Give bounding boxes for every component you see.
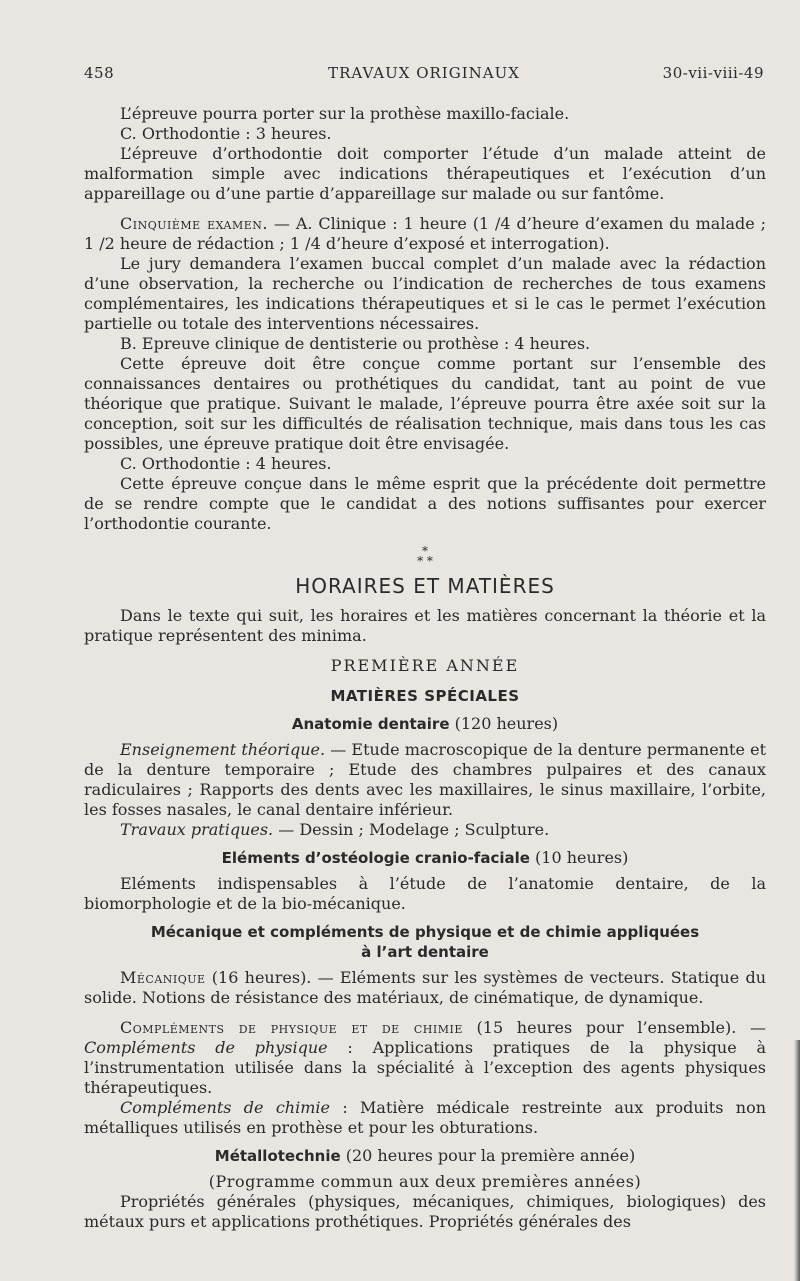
asterism-top: * <box>422 544 428 558</box>
asterism-bottom: * * <box>417 554 433 568</box>
paragraph-text: — A. Clinique : 1 heure (1 /4 d’heure d’examen du malade ; 1 /2 heure de rédaction ; 1 /4 d’heure d’exposé et interrogation). <box>84 214 766 253</box>
paragraph: C. Orthodontie : 4 heures. <box>120 454 332 473</box>
asterism-divider <box>84 546 766 566</box>
paragraph: L’épreuve d’orthodontie doit comporter l’étude d’un malade atteint de malformation simple avec indications thérapeutiques et l’exécution d’un appareillage ou d’une partie d’appareillage sur malade ou sur fantôme. <box>84 144 766 203</box>
subject-heading-osteologie <box>84 848 766 868</box>
subject-hours: (120 heures) <box>449 714 559 733</box>
page-body <box>84 104 766 1232</box>
paragraph: Cette épreuve doit être conçue comme portant sur l’ensemble des connaissances dentaires ou prothétiques du candidat, tant au point de vue théorique que pratique. Suivant le malade, l’épreuve pourra être axée soit sur la conception, soit sur les difficultés de réalisation technique, mais dans tous les cas possibles, une épreuve pratique doit être envisagée. <box>84 354 766 453</box>
paragraph <box>84 820 766 840</box>
subject-heading-mecanique <box>84 922 766 962</box>
italic-label: Compléments de physique <box>84 1038 328 1057</box>
paragraph: Cette épreuve conçue dans le même esprit que la précédente doit permettre de se rendre compte que le candidat a des notions suffisantes pour exercer l’orthodontie courante. <box>84 474 766 533</box>
paragraph-cinquieme-examen <box>84 214 766 254</box>
paragraph-text: — Etude macroscopique de la denture permanente et de la denture temporaire ; Etude des chambres pulpaires et des canaux radiculaires ; Rapports des dents avec les maxillaires, le sinus maxillaire, l’orbite, les fosses nasales, le canal dentaire inférieur. <box>84 740 766 819</box>
subject-heading-metallotechnie <box>84 1146 766 1166</box>
section-label: Cinquième examen. <box>120 214 268 233</box>
subject-subtitle: (Programme commun aux deux premières années) <box>208 1172 642 1191</box>
paragraph-text: : Applications pratiques de la physique à l’instrumentation utilisée dans la spécialité à l’exception des agents physiques thérapeutiques. <box>84 1038 766 1097</box>
subject-hours: (10 heures) <box>529 848 629 867</box>
italic-label: Compléments de chimie <box>120 1098 330 1117</box>
paragraph <box>84 740 766 820</box>
italic-label: Travaux pratiques. <box>120 820 274 839</box>
page-edge-shadow <box>794 1040 800 1281</box>
subject-heading-anatomie <box>84 714 766 734</box>
paragraph-text: (15 heures pour l’ensemble). — <box>462 1018 766 1037</box>
section-label: Compléments de physique et de chimie <box>120 1018 463 1037</box>
paragraph-text: : Matière médicale restreinte aux produits non métalliques utilisés en prothèse et pour les obturations. <box>84 1098 766 1137</box>
paragraph: C. Orthodontie : 3 heures. <box>120 124 332 143</box>
paragraph <box>84 1098 766 1138</box>
subject-title: Métallotechnie <box>214 1147 341 1165</box>
subject-title: Anatomie dentaire <box>291 715 450 733</box>
paragraph: L’épreuve pourra porter sur la prothèse maxillo-faciale. <box>120 104 570 123</box>
section-heading: HORAIRES ET MATIÈRES <box>295 574 555 598</box>
paragraph <box>84 1018 766 1098</box>
paragraph: Propriétés générales (physiques, mécaniques, chimiques, biologiques) des métaux purs et applications prothétiques. Propriétés générales des <box>84 1192 766 1231</box>
page-number: 458 <box>84 64 115 82</box>
subject-group-heading: MATIÈRES SPÉCIALES <box>330 687 520 705</box>
paragraph <box>84 968 766 1008</box>
issue-date: 30-vii-viii-49 <box>662 64 764 82</box>
paragraph-intro: Dans le texte qui suit, les horaires et les matières concernant la théorie et la pratique représentent des minima. <box>84 606 766 645</box>
paragraph: Eléments indispensables à l’étude de l’anatomie dentaire, de la biomorphologie et de la bio-mécanique. <box>84 874 766 913</box>
subject-title: Eléments d’ostéologie cranio-faciale <box>221 849 530 867</box>
running-title: TRAVAUX ORIGINAUX <box>328 64 520 82</box>
subject-title: Mécanique et compléments de physique et de chimie appliquées <box>150 923 700 941</box>
paragraph-text: (16 heures). — Eléments sur les systèmes de vecteurs. Statique du solide. Notions de résistance des matériaux, de cinématique, de dynamique. <box>84 968 766 1007</box>
paragraph: B. Epreuve clinique de dentisterie ou prothèse : 4 heures. <box>120 334 591 353</box>
year-heading: PREMIÈRE ANNÉE <box>330 656 520 675</box>
subject-title-line-2: à l’art dentaire <box>361 943 489 961</box>
section-label: Mécanique <box>120 968 206 987</box>
paragraph-text: — Dessin ; Modelage ; Sculpture. <box>273 820 550 839</box>
subject-hours: (20 heures pour la première année) <box>340 1146 636 1165</box>
italic-label: Enseignement théorique. <box>120 740 326 759</box>
paragraph: Le jury demandera l’examen buccal complet d’un malade avec la rédaction d’une observation, la recherche ou l’indication de recherches de tous examens complémentaires, les indications thérapeutiques et si le cas le permet l’exécution partielle ou totale des interventions nécessaires. <box>84 254 766 333</box>
